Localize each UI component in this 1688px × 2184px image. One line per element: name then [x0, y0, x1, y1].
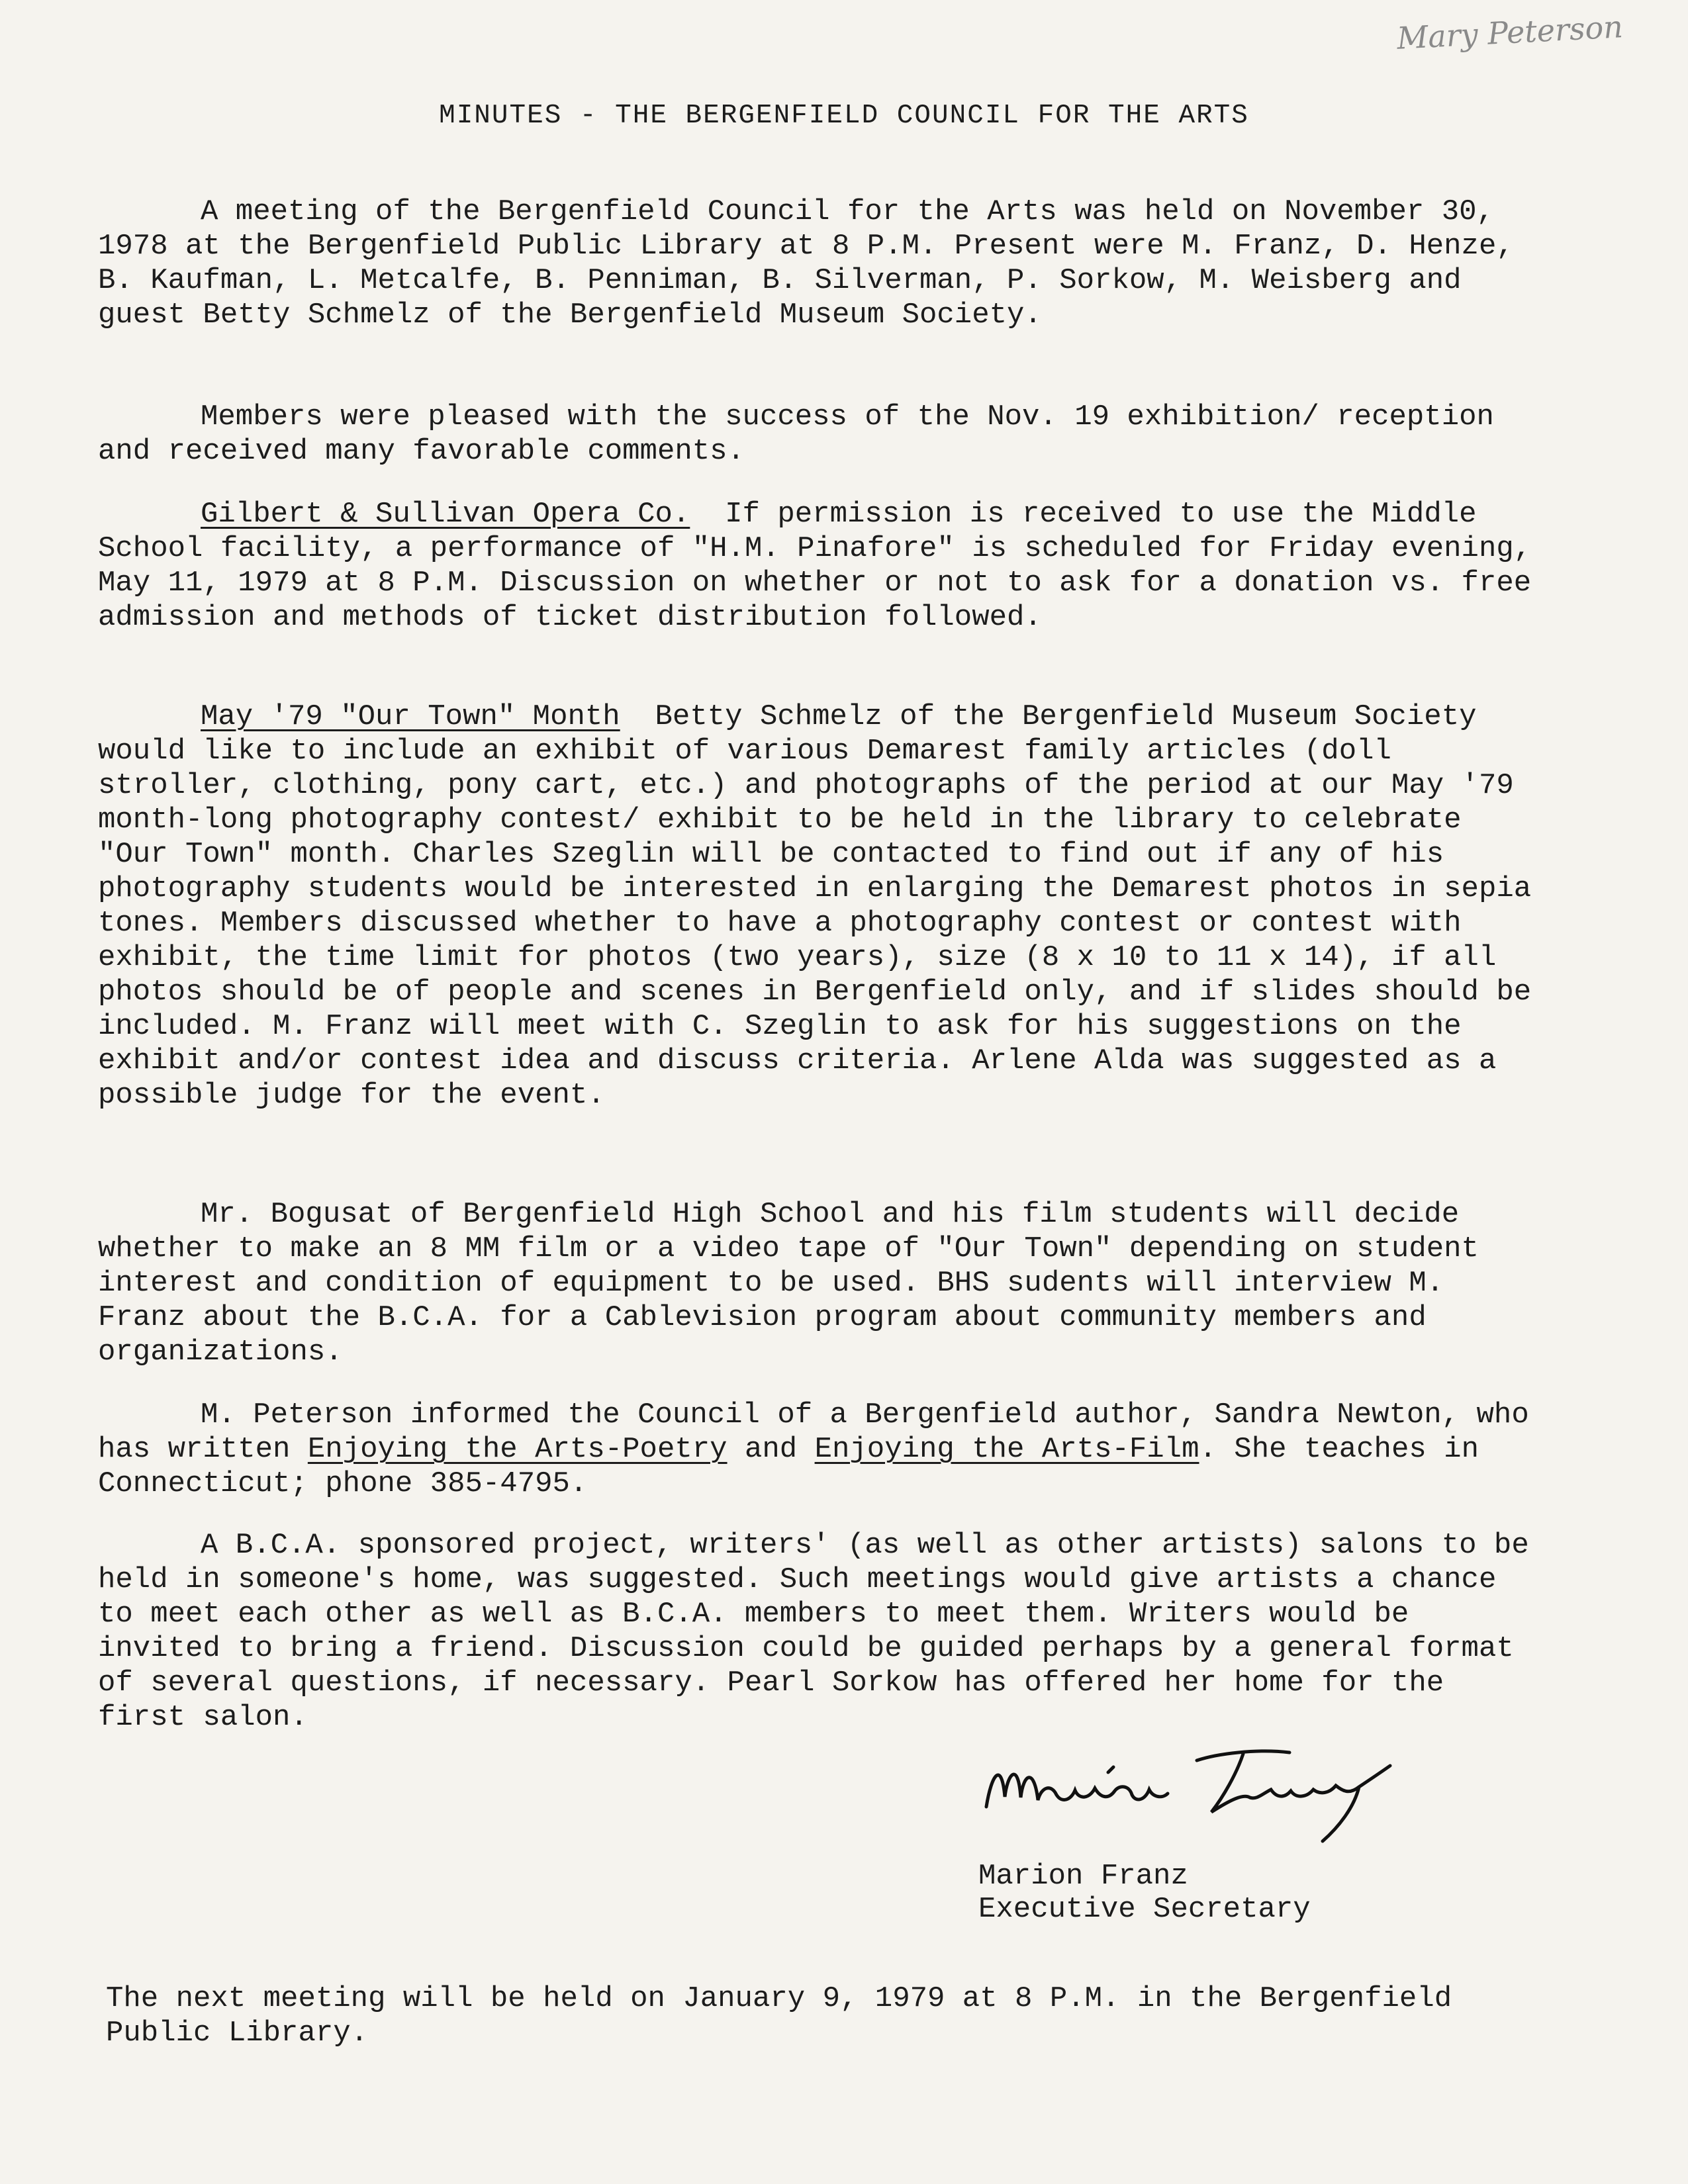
- paragraph-film: Mr. Bogusat of Bergenfield High School and his film students will decide whether to make an 8 MM film or a video tape of "Our Town" depending on student interest and condition of equipment to be used. BHS sudents will interview M. Franz about the B.C.A. for a Cablevision program about community members and organizations.: [98, 1198, 1479, 1369]
- handwritten-signature: [978, 1734, 1402, 1846]
- signature-block: [978, 1734, 1442, 1926]
- paragraph-our-town-body: Betty Schmelz of the Bergenfield Museum Society would like to include an exhibit of various Demarest family articles (doll stroller, clothing, pony cart, etc.) and photographs of the period at our May '79 month-long photography contest/ exhibit to be held in the library to celebrate "Our Town" month. Charles Szeglin will be contacted to find out if any of his photography students would be interested in enlarging the Demarest photos in sepia tones. Members discussed whether to have a photography contest or contest with exhibit, the time limit for photos (two years), size (8 x 10 to 11 x 14), if all photos should be of people and scenes in Bergenfield only, and if slides should be included. M. Franz will meet with C. Szeglin to ask for his suggestions on the exhibit and/or contest idea and discuss criteria. Arlene Alda was suggested as a possible judge for the event.: [98, 700, 1532, 1112]
- paragraph-author-intro: M. Peterson informed the Council of a Bergenfield author, Sandra Newton, who has written: [98, 1398, 1529, 1466]
- paragraph-author: [98, 1398, 1541, 1501]
- signatory-title: Executive Secretary: [978, 1893, 1311, 1926]
- document-title: MINUTES - THE BERGENFIELD COUNCIL FOR THE ARTS: [439, 101, 1249, 131]
- paragraph-salons: A B.C.A. sponsored project, writers' (as well as other artists) salons to be held in someone's home, was suggested. Such meetings would give artists a chance to meet each other as well as B.C.A. members to meet them. Writers would be invited to bring a friend. Discussion could be guided perhaps by a general format of several questions, if necessary. Pearl Sorkow has offered her home for the first salon.: [98, 1529, 1529, 1734]
- paragraph-exhibition: Members were pleased with the success of the Nov. 19 exhibition/ reception and received many favorable comments.: [98, 400, 1494, 468]
- next-meeting-note: The next meeting will be held on January 9, 1979 at 8 P.M. in the Bergenfield Public Library.: [106, 1982, 1452, 2050]
- section-heading-opera: Gilbert & Sullivan Opera Co.: [201, 498, 690, 531]
- paragraph-opera-body: If permission is received to use the Middle School facility, a performance of "H.M. Pinafore" is scheduled for Friday evening, May 11, 1979 at 8 P.M. Discussion on whether or not to ask for a donation vs. free admission and methods of ticket distribution followed.: [98, 498, 1532, 634]
- paragraph-author-contact: . She teaches in Connecticut; phone 385-4795.: [98, 1433, 1479, 1500]
- paragraph-attendance: A meeting of the Bergenfield Council for the Arts was held on November 30, 1978 at the Bergenfield Public Library at 8 P.M. Present were M. Franz, D. Henze, B. Kaufman, L. Metcalfe, B. Penniman, B. Silverman, P. Sorkow, M. Weisberg and guest Betty Schmelz of the Bergenfield Museum Society.: [98, 195, 1514, 332]
- conjunction-text: and: [744, 1433, 798, 1466]
- paragraph-our-town-month: [98, 700, 1541, 1113]
- book-title-film: Enjoying the Arts-Film: [814, 1433, 1199, 1466]
- signatory-name: Marion Franz: [978, 1860, 1188, 1893]
- handwritten-name-annotation: Mary Peterson: [1395, 9, 1624, 56]
- section-heading-our-town: May '79 "Our Town" Month: [201, 700, 620, 733]
- book-title-poetry: Enjoying the Arts-Poetry: [307, 1433, 727, 1466]
- paragraph-opera: [98, 497, 1541, 635]
